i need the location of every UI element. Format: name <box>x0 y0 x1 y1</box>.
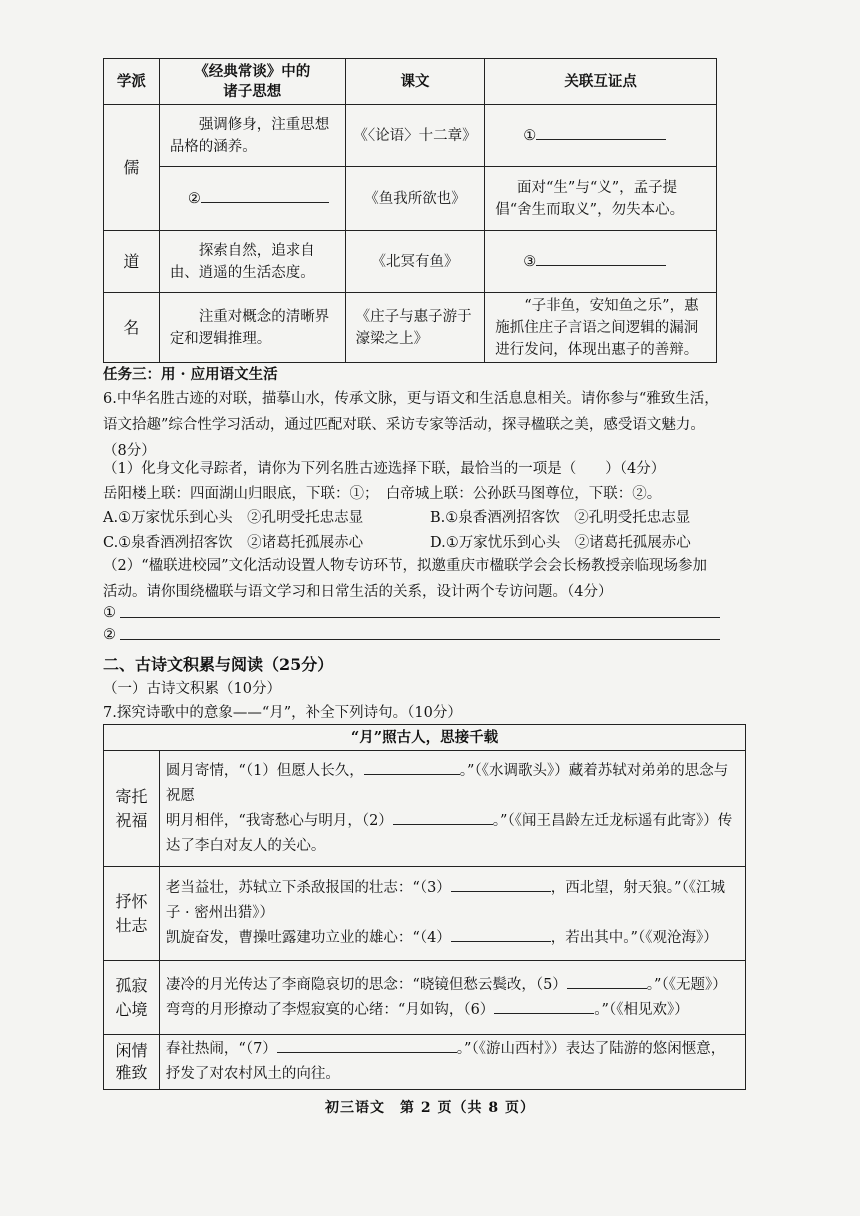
text-beiming: 《北冥有鱼》 <box>345 231 485 293</box>
answer-line-2[interactable] <box>120 639 720 640</box>
header-point: 关联互证点 <box>485 59 717 105</box>
thought-ru: 强调修身，注重思想品格的涵养。 <box>159 105 345 167</box>
blank-4[interactable] <box>451 927 551 942</box>
line-2: 明月相伴，“我寄愁心与明月，（2） 。”（《闻王昌龄左迁龙标遥有此寄》）传达了李白对友人的关心。 <box>166 809 739 859</box>
thought-ming: 注重对概念的清晰界定和逻辑推理。 <box>159 293 345 363</box>
school-ru: 儒 <box>104 105 160 231</box>
line-6: 弯弯的月形撩动了李煜寂寞的心绪：“月如钩，（6） 。”（《相见欢》） <box>166 998 739 1023</box>
point-yuwo: 面对“生”与“义”，孟子提倡“舍生而取义”，勿失本心。 <box>485 167 717 231</box>
blank-1[interactable] <box>364 760 460 775</box>
group-label-guji: 孤寂 心境 <box>104 961 160 1035</box>
option-a[interactable]: A.①万家忧乐到心头 ②孔明受托忠志显 <box>103 510 364 526</box>
page-footer: 初三语文 第 2 页（共 8 页） <box>325 1100 535 1116</box>
blank-5[interactable] <box>567 974 647 989</box>
blank-2[interactable] <box>393 810 493 825</box>
q6-couplets: 岳阳楼上联：四面湖山归眼底，下联：①； 白帝城上联：公孙跃马图尊位，下联：②。 <box>103 486 662 502</box>
q6-part1: （1）化身文化寻踪者，请你为下列名胜古迹选择下联，最恰当的一项是（ ）（4分） <box>103 461 666 477</box>
thought-dao: 探索自然，追求自由、逍遥的生活态度。 <box>159 231 345 293</box>
line-1: 圆月寄情，“（1）但愿人长久， 。”（《水调歌头》）藏着苏轼对弟弟的思念与祝愿 <box>166 759 739 809</box>
philosophy-table <box>103 58 717 363</box>
blank-3[interactable] <box>451 877 551 892</box>
point-3: ③ <box>485 231 717 293</box>
q6-intro: 6.中华名胜古迹的对联，描摹山水，传承文脉，更与语文和生活息息相关。请你参与“雅致生活，语文拾趣”综合性学习活动，通过匹配对联、采访专家等活动，探寻楹联之美，感受语文魅力。（8分） <box>103 391 719 459</box>
line-5: 凄冷的月光传达了李商隐哀切的思念：“晓镜但愁云鬓改，（5） 。”（《无题》） <box>166 973 739 998</box>
blank-6[interactable] <box>494 999 594 1014</box>
point-ming: “子非鱼，安知鱼之乐”，惠施抓住庄子言语之间逻辑的漏洞进行发问，体现出惠子的善辩。 <box>485 293 717 363</box>
group-label-xianqing: 闲情 雅致 <box>104 1035 160 1090</box>
group-label-shuhuai: 抒怀 壮志 <box>104 867 160 961</box>
section2-sub1: （一）古诗文积累（10分） <box>103 681 281 697</box>
moon-poetry-table <box>103 724 746 1090</box>
option-c[interactable]: C.①泉香酒冽招客饮 ②诸葛托孤展赤心 <box>103 535 364 551</box>
header-thought: 《经典常谈》中的 诸子思想 <box>159 59 345 105</box>
header-school: 学派 <box>104 59 160 105</box>
q7-prompt: 7.探究诗歌中的意象——“月”，补全下列诗句。（10分） <box>103 705 462 721</box>
moon-table-header: “月”照古人，思接千载 <box>104 725 746 751</box>
group-jituo <box>159 751 745 867</box>
group-shuhuai <box>159 867 745 961</box>
thought-2: ② <box>159 167 345 231</box>
option-b[interactable]: B.①泉香酒冽招客饮 ②孔明受托忠志显 <box>430 510 691 526</box>
point-1: ① <box>485 105 717 167</box>
answer-label-1: ① <box>103 605 116 621</box>
text-haoliang: 《庄子与惠子游于濠梁之上》 <box>345 293 485 363</box>
line-3: 老当益壮，苏轼立下杀敌报国的壮志：“（3） ，西北望，射天狼。”（《江城子 · 密州出猎》） <box>166 876 739 926</box>
text-lunyu: 《〈论语〉十二章》 <box>345 105 485 167</box>
answer-label-2: ② <box>103 627 116 643</box>
option-d[interactable]: D.①万家忧乐到心头 ②诸葛托孤展赤心 <box>430 535 691 551</box>
task3-title: 任务三：用 · 应用语文生活 <box>103 366 278 383</box>
q6-part2: （2）“楹联进校园”文化活动设置人物专访环节，拟邀重庆市楹联学会会长杨教授亲临现场参加活动。请你围绕楹联与语文学习和日常生活的关系，设计两个专访问题。（4分） <box>103 558 708 600</box>
header-text: 课文 <box>345 59 485 105</box>
school-ming: 名 <box>104 293 160 363</box>
school-dao: 道 <box>104 231 160 293</box>
text-yuwo: 《鱼我所欲也》 <box>345 167 485 231</box>
blank-7[interactable] <box>277 1038 457 1053</box>
answer-line-1[interactable] <box>120 617 720 618</box>
line-7: 春社热闹，“（7） 。”（《游山西村》）表达了陆游的悠闲惬意，抒发了对农村风土的向往。 <box>166 1037 739 1087</box>
group-guji <box>159 961 745 1035</box>
group-label-jituo: 寄托 祝福 <box>104 751 160 867</box>
line-4: 凯旋奋发，曹操吐露建功立业的雄心：“（4） ，若出其中。”（《观沧海》） <box>166 926 739 951</box>
section2-title: 二、古诗文积累与阅读（25分） <box>103 655 334 674</box>
group-xianqing <box>159 1035 745 1090</box>
